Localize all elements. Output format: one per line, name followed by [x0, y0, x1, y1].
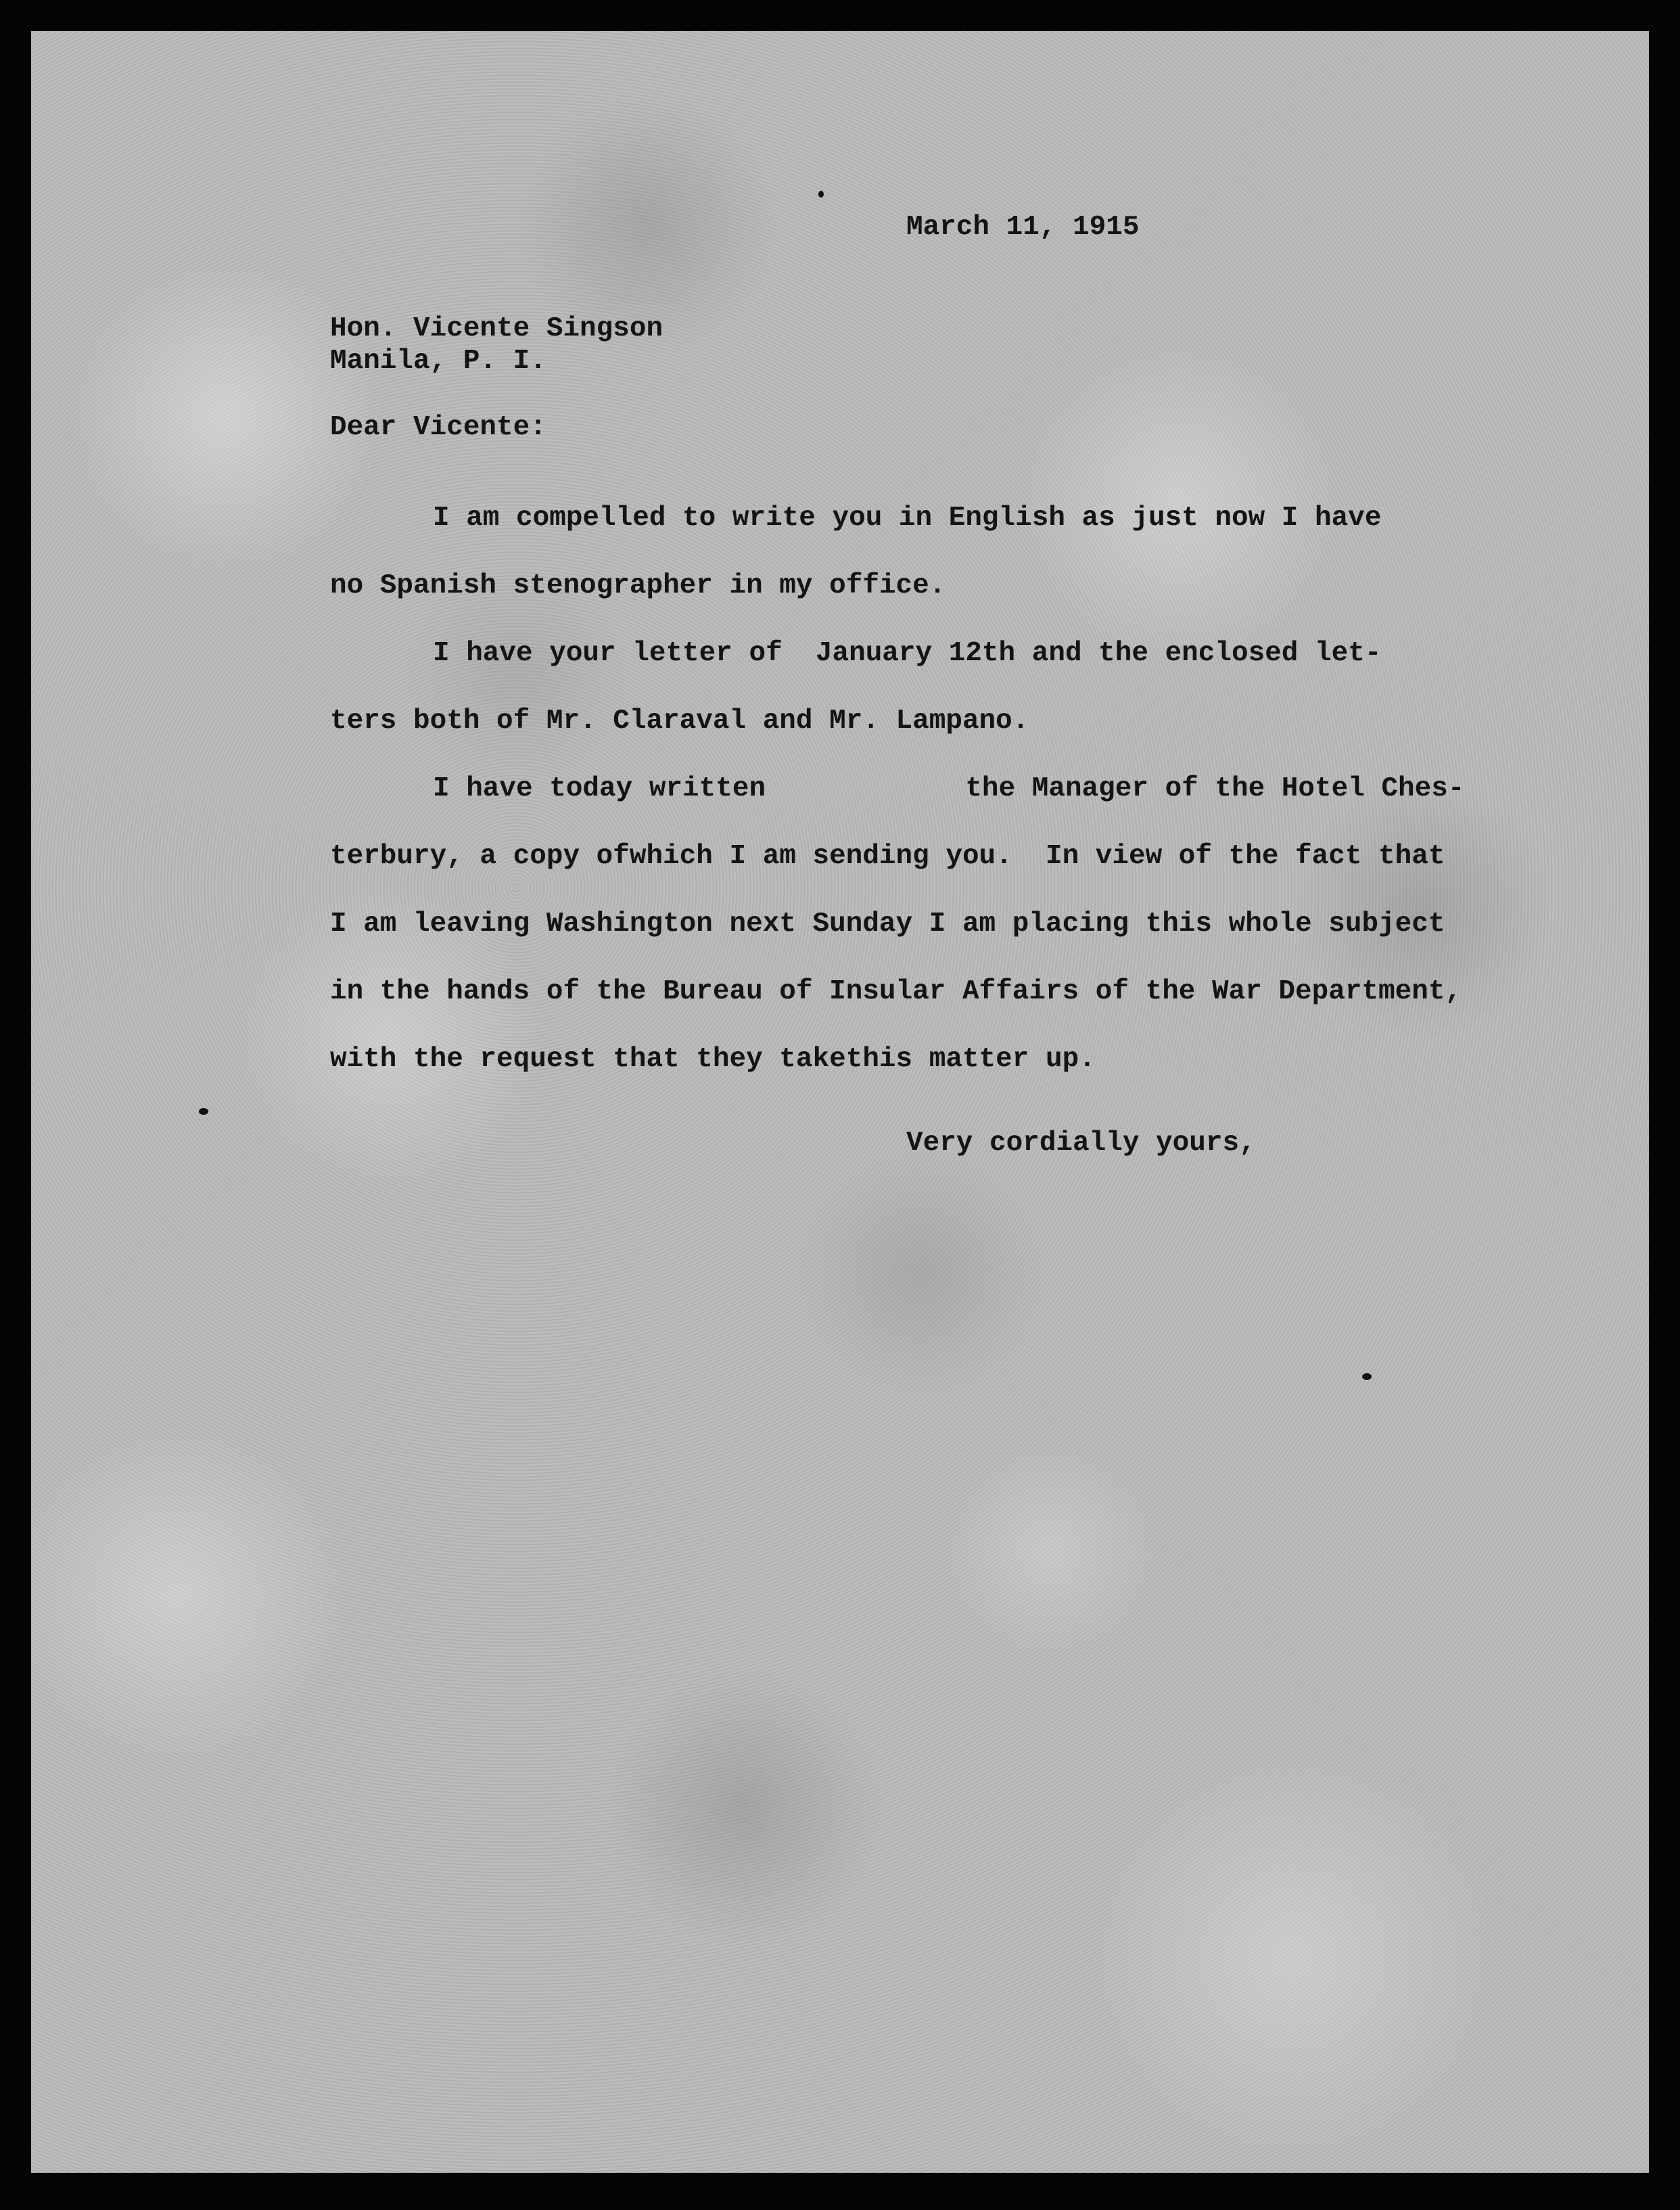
- salutation: Dear Vicente:: [330, 412, 546, 443]
- body-line: with the request that they takethis matter up.: [330, 1044, 1096, 1075]
- body-line: I have today written the Manager of the Hotel Ches-: [433, 773, 1465, 804]
- body-line: terbury, a copy ofwhich I am sending you. In view of the fact that: [330, 841, 1445, 872]
- recipient-address: Manila, P. I.: [330, 346, 546, 377]
- body-line: in the hands of the Bureau of Insular Affairs of the War Department,: [330, 976, 1462, 1007]
- body-line: I am leaving Washington next Sunday I am placing this whole subject: [330, 908, 1445, 940]
- recipient-name: Hon. Vicente Singson: [330, 313, 663, 344]
- body-line: I have your letter of January 12th and the enclosed let-: [433, 638, 1382, 669]
- body-line: ters both of Mr. Claraval and Mr. Lampano.: [330, 706, 1029, 737]
- body-line: I am compelled to write you in English as just now I have: [433, 503, 1382, 534]
- ink-speck: [818, 191, 824, 198]
- letter-page: [31, 31, 1649, 2173]
- ink-speck: [199, 1108, 208, 1115]
- ink-speck: [1362, 1373, 1372, 1380]
- body-line: no Spanish stenographer in my office.: [330, 570, 946, 601]
- closing: Very cordially yours,: [906, 1128, 1256, 1159]
- letter-date: March 11, 1915: [906, 212, 1140, 243]
